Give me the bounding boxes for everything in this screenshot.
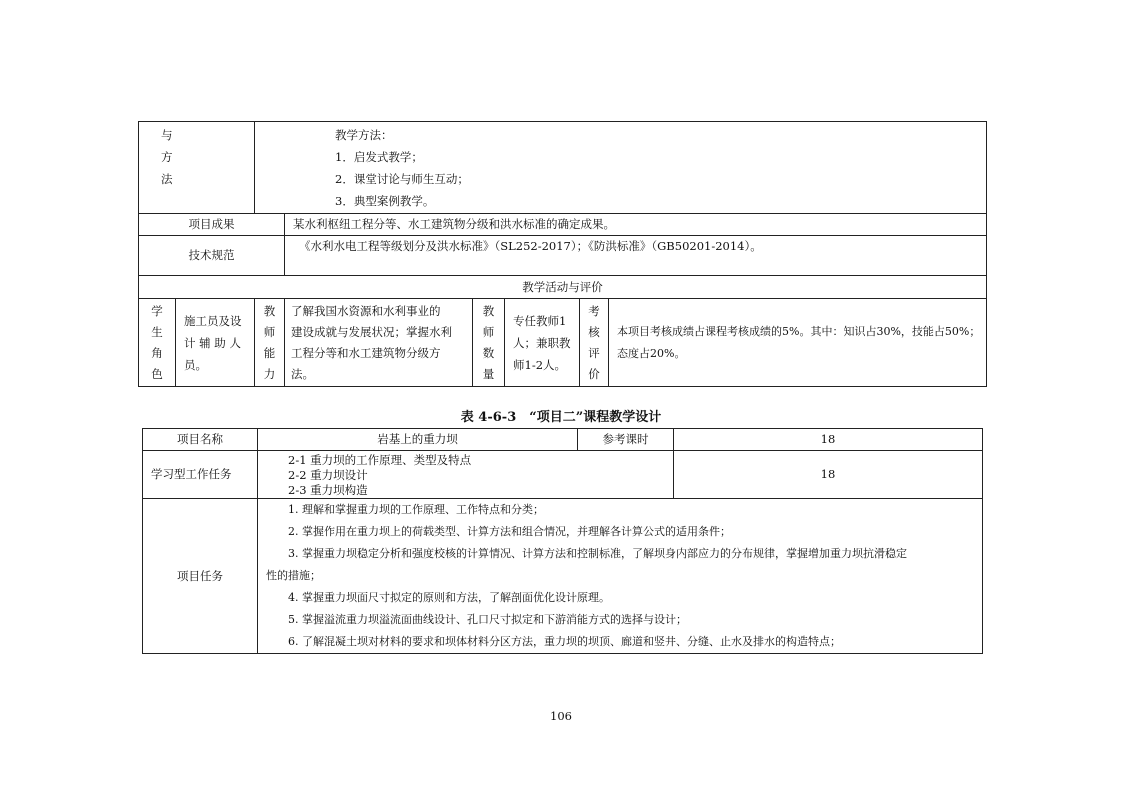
project-task-item: 5. 掌握溢流重力坝溢流面曲线设计、孔口尺寸拟定和下游消能方式的选择与设计； <box>288 613 687 626</box>
table-caption: 表 4-6-3 “项目二”课程教学设计 <box>460 410 662 425</box>
project-task-list <box>258 499 983 654</box>
assessment-line: 本项目考核成绩占课程考核成绩的5%。其中：知识占30%，技能占50%； <box>617 325 981 338</box>
label-char: 色 <box>151 367 163 381</box>
label-char: 考 <box>588 304 600 318</box>
reference-hours-label: 参考课时 <box>578 429 674 451</box>
standard-label: 技术规范 <box>139 236 285 276</box>
teacher-ability-text <box>285 299 473 387</box>
teaching-method-content <box>255 122 987 214</box>
method-line: 教学方法： <box>335 128 393 142</box>
project-task-label: 项目任务 <box>143 499 258 654</box>
count-line: 人；兼职教 <box>513 335 571 350</box>
course-design-table-continued <box>138 121 987 387</box>
count-line: 专任教师1 <box>513 313 567 328</box>
project-name-label: 项目名称 <box>143 429 258 451</box>
label-char: 师 <box>263 325 276 339</box>
label-char: 能 <box>263 346 276 360</box>
page-number: 106 <box>550 709 572 723</box>
label-char: 价 <box>588 367 600 381</box>
label-char: 教 <box>263 304 276 318</box>
label-char: 力 <box>263 367 276 381</box>
label-char: 角 <box>151 346 163 360</box>
role-line: 计 辅 助 人 <box>184 335 241 350</box>
role-line: 员。 <box>184 357 207 372</box>
method-line: 3．典型案例教学。 <box>335 194 435 208</box>
teaching-method-label-cell <box>139 122 255 214</box>
label-char: 学 <box>151 304 163 318</box>
label-char: 评 <box>588 346 600 360</box>
project-task-item: 4. 掌握重力坝面尺寸拟定的原则和方法，了解剖面优化设计原理。 <box>288 591 610 604</box>
teacher-count-text <box>505 299 580 387</box>
label-char: 核 <box>588 325 600 339</box>
method-char: 与 <box>161 128 173 142</box>
method-char: 方 <box>161 150 173 164</box>
teacher-count-label <box>473 299 505 387</box>
task-item: 2-1 重力坝的工作原理、类型及特点 <box>288 453 472 467</box>
project-name-value: 岩基上的重力坝 <box>258 429 578 451</box>
learning-task-hours: 18 <box>674 451 983 499</box>
ability-line: 建设成就与发展状况；掌握水利 <box>291 325 452 339</box>
project-two-design-table <box>142 428 983 654</box>
assessment-label <box>580 299 609 387</box>
project-task-item: 1. 理解和掌握重力坝的工作原理、工作特点和分类； <box>288 503 544 516</box>
assessment-line: 态度占20%。 <box>617 347 686 360</box>
outcome-text: 某水利枢纽工程分等、水工建筑物分级和洪水标准的确定成果。 <box>285 214 987 236</box>
role-line: 施工员及设 <box>184 313 242 328</box>
method-line: 2．课堂讨论与师生互动； <box>335 172 469 186</box>
project-task-item: 2. 掌握作用在重力坝上的荷载类型、计算方法和组合情况，并理解各计算公式的适用条件； <box>288 525 731 538</box>
activity-header: 教学活动与评价 <box>139 276 987 299</box>
learning-task-list <box>258 451 674 499</box>
count-line: 师1-2人。 <box>513 357 567 372</box>
assessment-text <box>609 299 987 387</box>
label-char: 量 <box>482 367 495 381</box>
outcome-label: 项目成果 <box>139 214 285 236</box>
label-char: 生 <box>151 325 163 339</box>
teacher-ability-label <box>255 299 285 387</box>
task-item: 2-2 重力坝设计 <box>288 468 368 482</box>
label-char: 数 <box>482 346 495 360</box>
reference-hours-value: 18 <box>674 429 983 451</box>
method-line: 1．启发式教学； <box>335 150 423 164</box>
student-role-label <box>139 299 176 387</box>
ability-line: 工程分等和水工建筑物分级方 <box>291 346 441 360</box>
label-char: 师 <box>482 325 495 339</box>
project-task-item: 3. 掌握重力坝稳定分析和强度校核的计算情况、计算方法和控制标准，了解坝身内部应力的分布规律，掌握增加重力坝抗滑稳定 <box>288 547 907 560</box>
method-char: 法 <box>161 172 173 186</box>
project-task-item: 6. 了解混凝土坝对材料的要求和坝体材料分区方法，重力坝的坝顶、廊道和竖井、分缝、止水及排水的构造特点； <box>288 635 841 648</box>
project-task-item: 性的措施； <box>266 569 321 582</box>
ability-line: 了解我国水资源和水利事业的 <box>291 304 441 318</box>
standard-text: 《水利水电工程等级划分及洪水标准》（SL252-2017）；《防洪标准》（GB50201-2014）。 <box>285 236 987 276</box>
task-item: 2-3 重力坝构造 <box>288 483 368 497</box>
student-role-text <box>176 299 255 387</box>
ability-line: 法。 <box>291 367 314 381</box>
learning-task-label: 学习型工作任务 <box>143 451 258 499</box>
label-char: 教 <box>482 304 495 318</box>
